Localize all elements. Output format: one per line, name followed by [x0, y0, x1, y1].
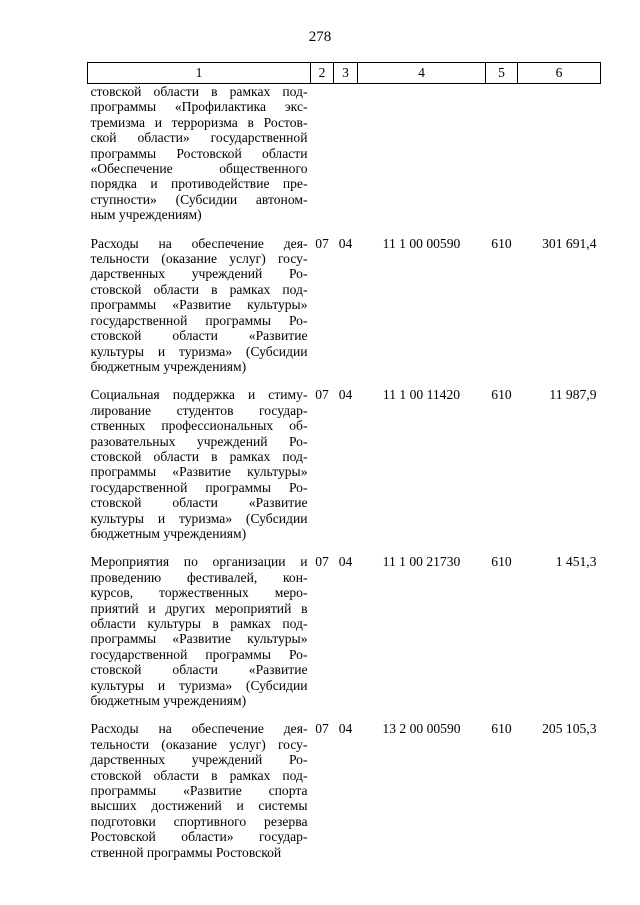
row-description [88, 84, 311, 223]
description-line: порядка и противодействие пре- [90, 176, 308, 192]
row-subsection-code: 04 [338, 387, 353, 403]
description-line: тремизма и терроризма в Ростов- [90, 114, 308, 130]
description-line: культуры и туризма» (Субсидии [90, 677, 308, 693]
row-section-code: 07 [315, 387, 329, 403]
description-line: бюджетным учреждениям) [90, 525, 247, 541]
row-section-code: 07 [315, 235, 329, 251]
row-spacer [88, 223, 601, 236]
table-row [88, 721, 601, 860]
description-line: стовской области в рамках под- [90, 448, 308, 464]
description-line: подготовки спортивного резерва [90, 813, 308, 829]
row-description [88, 554, 311, 708]
description-line: области культуры в рамках под- [90, 616, 308, 631]
description-line: тельности (оказание услуг) госу- [90, 251, 308, 267]
row-target-article-code: 11 1 00 00590 [382, 235, 461, 251]
row-target-article-code: 11 1 00 21730 [382, 554, 461, 570]
description-line: культуры и туризма» (Субсидии [90, 510, 308, 526]
table-row [88, 84, 601, 223]
description-line: Расходы на обеспечение дея- [90, 721, 308, 737]
row-expense-type-code: 610 [491, 235, 512, 251]
description-line: культуры и туризма» (Субсидии [90, 343, 308, 359]
column-number-row [88, 63, 601, 84]
description-line: бюджетным учреждениям) [90, 693, 247, 709]
description-line: Ростовской области» государ- [90, 829, 308, 845]
description-line: ственных профессиональных об- [90, 418, 308, 434]
page-number: 278 [308, 29, 332, 45]
table-row [88, 554, 601, 708]
column-number-3: 3 [334, 63, 358, 84]
description-line: дарственных учреждений Ро- [90, 266, 308, 282]
row-section-code: 07 [315, 721, 329, 737]
row-spacer [88, 374, 601, 387]
row-section-code [311, 84, 334, 223]
row-amount: 1 451,3 [555, 554, 597, 570]
description-line: ской области» государственной [90, 130, 308, 146]
row-target-article-code: 11 1 00 11420 [382, 387, 461, 403]
description-line: ступности» (Субсидии автоном- [90, 191, 308, 207]
row-subsection-code: 04 [338, 235, 353, 251]
description-line: программы Ростовской области [90, 145, 308, 161]
description-line: ственной программы Ростовской [90, 844, 282, 860]
description-line: стовской области «Развитие [90, 328, 308, 344]
row-subsection-code [334, 84, 358, 223]
description-line: приятий и других мероприятий в [90, 600, 308, 616]
description-line: государственной программы Ро- [90, 479, 308, 495]
column-number-6: 6 [518, 63, 601, 84]
budget-table [87, 62, 601, 860]
table-body [88, 84, 601, 861]
description-line: программы «Развитие культуры» [90, 297, 308, 313]
row-description [88, 387, 311, 541]
description-line: лирование студентов государ- [90, 402, 308, 418]
row-description [88, 236, 311, 375]
description-line: стовской области в рамках под- [90, 767, 308, 783]
row-expense-type-code: 610 [491, 721, 512, 737]
description-line: программы «Развитие культуры» [90, 464, 308, 480]
row-expense-type-code: 610 [491, 387, 512, 403]
description-line: стовской области в рамках под- [90, 281, 308, 297]
description-line: высших достижений и системы [90, 798, 308, 814]
row-section-code: 07 [315, 554, 329, 570]
description-line: Социальная поддержка и стиму- [90, 387, 308, 403]
column-number-4: 4 [358, 63, 486, 84]
description-line: стовской области в рамках под- [90, 84, 308, 99]
column-number-5: 5 [486, 63, 518, 84]
description-line: программы «Профилактика экс- [90, 99, 308, 115]
column-number-1: 1 [88, 63, 311, 84]
row-subsection-code: 04 [338, 721, 353, 737]
row-description [88, 721, 311, 860]
row-expense-type-code [486, 84, 518, 223]
row-amount: 205 105,3 [542, 721, 597, 737]
row-target-article-code: 13 2 00 00590 [382, 721, 461, 737]
description-line: «Обеспечение общественного [90, 161, 308, 177]
description-line: разовательных учреждений Ро- [90, 433, 308, 449]
description-line: ным учреждениям) [90, 207, 202, 223]
description-line: тельности (оказание услуг) госу- [90, 736, 308, 752]
row-amount [518, 84, 601, 223]
description-line: программы «Развитие культуры» [90, 631, 308, 647]
row-amount: 301 691,4 [542, 235, 597, 251]
description-line: проведению фестивалей, кон- [90, 569, 308, 585]
description-line: государственной программы Ро- [90, 646, 308, 662]
description-line: Расходы на обеспечение дея- [90, 235, 308, 251]
description-line: Мероприятия по организации и [90, 554, 308, 570]
description-line: стовской области «Развитие [90, 662, 308, 678]
table-row [88, 236, 601, 375]
description-line: государственной программы Ро- [90, 312, 308, 328]
description-line: курсов, торжественных меро- [90, 585, 308, 601]
row-expense-type-code: 610 [491, 554, 512, 570]
description-line: стовской области «Развитие [90, 495, 308, 511]
table-row [88, 387, 601, 541]
description-line: бюджетным учреждениям) [90, 358, 247, 374]
description-line: дарственных учреждений Ро- [90, 752, 308, 768]
row-spacer [88, 708, 601, 721]
row-spacer [88, 541, 601, 554]
row-subsection-code: 04 [338, 554, 353, 570]
row-target-article-code [358, 84, 486, 223]
column-number-2: 2 [311, 63, 334, 84]
row-amount: 11 987,9 [549, 387, 597, 403]
description-line: программы «Развитие спорта [90, 783, 308, 799]
